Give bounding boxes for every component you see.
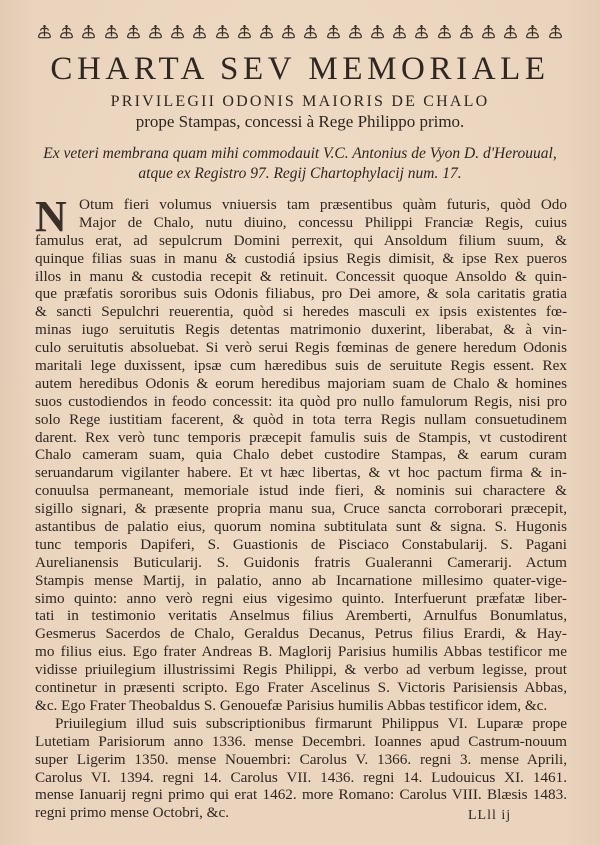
fleuron-ornament-band [35, 22, 565, 42]
fleuron-icon [479, 24, 498, 40]
body-line: minas iugo seruitutis Regis detentas matrimonio duxerint, liberabat, & à vin- [35, 321, 567, 339]
fleuron-icon [213, 24, 232, 40]
fleuron-icon [523, 24, 542, 40]
fleuron-icon [79, 24, 98, 40]
body-line: illos in manu & custodia recepit & retinuit. Concessit quoque Ansoldo & quin- [35, 267, 567, 285]
body-line: vidisse priuilegium illustrissimi Regis Philippi, & verbo ad verbum legisse, prout [35, 661, 567, 679]
subtitle-line-1: PRIVILEGII ODONIS MAIORIS DE CHALO [110, 93, 490, 110]
fleuron-icon [124, 24, 143, 40]
body-line: famulus erat, ad sepulcrum Domini perrexit, qui Ansoldum filium suum, & [35, 231, 567, 249]
body-line: Priuilegium illud suis subscriptionibus firmarunt Philippus VI. Luparæ prope [55, 714, 567, 732]
body-line: autem heredibus Odonis & eorum heredibus majoriam suam de Chalo & homines [35, 374, 567, 392]
fleuron-icon [435, 24, 454, 40]
fleuron-icon [368, 24, 387, 40]
body-line: & sancti Sepulchri reuerentia, quòd si heredes masculi ex ipsis existentes fœ- [35, 303, 567, 321]
body-line: maritali lege duxissent, ipsæ cum hæredibus suis de seruitute Regis essent. Rex [35, 357, 567, 375]
body-line: Major de Chalo, nutu diuino, concessu Philippi Franciæ Regis, cuius [79, 213, 567, 231]
body-line: Lutetiam Parisiorum anno 1336. mense Decembri. Ioannes apud Castrum-nouum [35, 732, 567, 750]
page-title: CHARTA SEV MEMORIALE [50, 51, 550, 87]
fleuron-icon [301, 24, 320, 40]
fleuron-icon [235, 24, 254, 40]
fleuron-icon [457, 24, 476, 40]
body-line: quinque filias suas in manu & custodiá ipsius Regis dimisit, & ipse Rex pueros [35, 249, 567, 267]
fleuron-icon [257, 24, 276, 40]
body-line: suos custodiendos in feodo concessit: ita quòd pro nullo famulorum Regis, nisi pro [35, 392, 567, 410]
body-line: Chalo cameram suam, quia Chalo debet custodire Stampas, & earum curam [35, 446, 567, 464]
body-line: tati in testimonio veritatis Anselmus filius Aremberti, Arnulfus Bonumlatus, [35, 607, 567, 625]
fleuron-icon [546, 24, 565, 40]
body-line: Gesmerus Sacerdos de Chalo, Geraldus Decanus, Petrus filius Erardi, & Hay- [35, 625, 567, 643]
body-line: seruandarum vigilanter habere. Et vt hæc libertas, & vt hoc pactum firma & in- [35, 464, 567, 482]
body-line: regni primo mense Octobri, &c. [35, 804, 230, 822]
fleuron-icon [168, 24, 187, 40]
fleuron-icon [412, 24, 431, 40]
body-line: Otum fieri volumus vniuersis tam præsentibus quàm futuris, quòd Odo [79, 196, 567, 213]
body-line: conuulsa permaneant, memoriale istud inde fieri, & nominis sui charactere & [35, 482, 567, 500]
body-line: mense Ianuarij regni primo qui erat 1462. more Romano: Carolus VIII. Blæsis 1483. [35, 786, 567, 804]
body-line: Stampis mense Martij, in palatio, anno ab Incarnatione millesimo quater-vige- [35, 571, 567, 589]
charter-body-text [35, 196, 567, 822]
body-line: continetur in præsenti scripto. Ego Frater Ascelinus S. Victoris Parisiensis Abbas, [35, 679, 567, 697]
body-line: astantibus de palatio eius, quorum nomina subtitulata sunt & signa. S. Hugonis [35, 518, 567, 536]
signature-mark: LLll ij [468, 808, 512, 823]
fleuron-icon [501, 24, 520, 40]
body-line: culo seruitutis absoluebat. Si verò serui Regis fœminas de genere heredum Odonis [35, 339, 567, 357]
fleuron-icon [324, 24, 343, 40]
fleuron-icon [279, 24, 298, 40]
fleuron-icon [190, 24, 209, 40]
fleuron-icon [35, 24, 54, 40]
body-line: &c. Ego Frater Theobaldus S. Genouefæ Parisius humilis Abbas testificor idem, &c. [35, 696, 548, 714]
body-line: super Ligerim 1350. mense Nouembri: Carolus V. 1366. regni 3. mense Aprili, [35, 750, 567, 768]
source-note-line-1: Ex veteri membrana quam mihi commodauit V.C. Antonius de Vyon D. d'Herouual, [43, 145, 557, 162]
body-line: simo quinto: anno verò regni eius vigesimo quinto. Interfuerunt præfatæ liber- [35, 589, 567, 607]
body-line: Carolus VI. 1394. regni 14. Carolus VII. 1436. regni 14. Ludouicus XI. 1461. [35, 768, 567, 786]
drop-cap-initial: N [35, 200, 67, 234]
body-line: que præfatis sororibus suis Odonis filiabus, pro Dei amore, & sola caritatis gratia [35, 285, 567, 303]
fleuron-icon [346, 24, 365, 40]
body-line: solo Rege iustitiam facerent, & quòd in tota terra Regis nullam consuetudinem [35, 410, 567, 428]
body-line: mo filius eius. Ego frater Andreas B. Maglorij Parisius humilis Abbas testificor me [35, 643, 567, 661]
fleuron-icon [57, 24, 76, 40]
body-line: darent. Rex verò tunc temporis præcepit famulis suis de Stampis, vt custodirent [35, 428, 567, 446]
body-line: sigillo signari, & præsente propria manu sua, Cruce sancta corroborari præcepit, [35, 500, 567, 518]
body-line: Aurelianensis Buticularij. S. Guidonis fratris Gualeranni Camerarij. Actum [35, 553, 567, 571]
source-note-line-2: atque ex Registro 97. Regij Chartophylacij num. 17. [138, 165, 462, 182]
fleuron-icon [146, 24, 165, 40]
fleuron-icon [390, 24, 409, 40]
body-line: tunc temporis Dapiferi, S. Guastionis de Pisciaco Constabularij. S. Pagani [35, 535, 567, 553]
subtitle-line-2: prope Stampas, concessi à Rege Philippo primo. [135, 112, 465, 131]
fleuron-icon [102, 24, 121, 40]
